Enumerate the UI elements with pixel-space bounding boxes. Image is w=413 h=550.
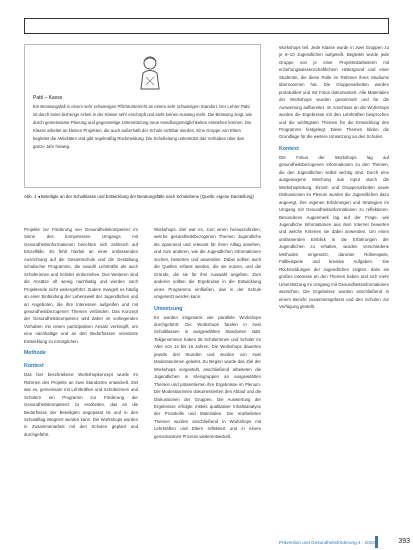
column-2 [154,226,261,440]
section-heading-methods: Methode [24,350,46,357]
figure-box [24,44,261,188]
figure-caption: Abb. 1 ◂ Beteiligte an der Schulklasse und Entwicklung der Beratungsfälle nach Schulebene (Quelle: eigene Darstellung) [24,194,254,199]
implementation-paragraph: Es wurden insgesamt vier parallele Workshops durchgeführt. Die Workshops fanden in zwei Schulklassen in ausgewählten Standorten statt. Teilgenommen haben 36 Schülerinnen und Schüler im Alter von 14 bis 16 Jahren. Die Workshops dauerten jeweils drei Stunden und wurden von zwei Moderatorinnen geleitet. Zu Beginn wurde das Ziel der Workshops vorgestellt, anschließend arbeiteten die Jugendlichen in Kleingruppen an ausgewählten Themen und präsentierten ihre Ergebnisse im Plenum. Die Moderatorinnen dokumentierten den Ablauf und die Diskussionen der Gruppen. Die Auswertung der Ergebnisse erfolgte mittels qualitativer Inhaltsanalyse der Protokolle und Materialien. Die erarbeiteten Themen wurden anschließend in Workshops mit Lehrkräften und Eltern reflektiert und in einem gemeinsamen Prozess weiterentwickelt. [154,314,261,439]
focus-paragraph: Der Fokus der Workshops lag auf gesundheitsbezogenen Informationen zu den Themen, die den Jugendlichen selbst wichtig sind. Durch eine ausgewogene Mischung aus Input durch die Workshopleitung, Einzel- und Gruppenarbeiten sowie Diskussionen im Plenum wurden die Jugendlichen dazu angeregt, ihre eigenen Erfahrungen und Strategien im Umgang mit Gesundheitsinformationen zu reflektieren. Besonderes Augenmerk lag auf der Frage, wie Jugendliche Informationen aus dem Internet bewerten und welche Kriterien sie dabei anwenden. Um einen umfassenden Einblick in die Erfahrungen der Jugendlichen zu erhalten, wurden verschiedene Methoden eingesetzt, darunter Rollenspiele, Fallbeispiele und kreative Aufgaben. Die Rückmeldungen der Jugendlichen zeigten, dass sie großes Interesse an den Themen haben und sich mehr Unterstützung im Umgang mit Gesundheitsinformationen wünschen. Die Ergebnisse wurden anschließend in einem Bericht zusammengefasst und den Schulen zur Verfügung gestellt. [279,154,389,309]
person-illustration-icon [137,55,163,91]
header-box [24,18,389,34]
journal-name: Prävention und Gesundheitsförderung 4 · 2020 [279,540,375,545]
workshop-paragraph: Workshops. Ziel war es, zum einen herauszufinden, welche gesundheitsbezogenen Themen Jugendliche als spannend und relevant für ihren Alltag ansehen, und zum anderen, wie die Jugendlichen Informationen suchen, bewerten und anwenden. Dabei sollten auch die Quellen erfasst werden, die sie nutzen, und die Gründe, die sie für ihre Auswahl angeben. Zum anderen sollten die Ergebnisse in die Entwicklung eines Programms einfließen, das in der Schule umgesetzt werden kann. [154,227,261,300]
figure-body-text: Ein Beratungsfall in einem sehr schwierigen Pflichtunterricht an einem sehr schwierigen Standort. Der Lehrer Patti ist durch seine bisherige Arbeit in der Klasse sehr erschöpft und sieht keinen Ausweg mehr. Die Beratung zeigt, wie durch gemeinsame Planung und gegenseitige Unterstützung neue Handlungsmöglichkeiten entstehen können. Die Klasse arbeitet an kleinen Projekten, die auch außerhalb der Schule sichtbar werden. Eine Gruppe von Eltern begleitet die Aktivitäten und gibt regelmäßig Rückmeldung. Die Schulleitung unterstützt das Vorhaben über das ganze Jahr hinweg. [33,104,253,150]
section-heading-context-2: Kontext [279,145,299,152]
context-paragraph: Das hier beschriebene Workshopkonzept wurde im Rahmen des Projekts an zwei Standorten entwickelt. Ziel war es, gemeinsam mit Lehrkräften und Schülerinnen und Schülern ein Programm zur Förderung der Gesundheitskompetenz zu erarbeiten, das an die Bedürfnisse der Beteiligten angepasst ist und in den Schulalltag integriert werden kann. Die Workshops wurden in Zusammenarbeit mit den Schulen geplant und durchgeführt. [24,372,138,437]
workshop-continuation-paragraph: Workshops teil. Jede Klasse wurde in zwei Gruppen zu je 8–10 Jugendlichen aufgeteilt. Begleitet wurde jede Gruppe von je einer Projektmitarbeiterin mit erziehungswissenschaftlichem Hintergrund und einer Studentin, die diese Rolle im Rahmen ihres Studiums übernommen hat. Die Gruppenarbeiten wurden protokolliert und mit Fotos dokumentiert. Alle Materialien der Workshops wurden gesammelt und für die Auswertung aufbereitet. Im Anschluss an die Workshops wurden die Ergebnisse mit den Lehrkräften besprochen und die wichtigsten Themen für die Entwicklung des Programms festgelegt. Diese Themen bilden die Grundlage für die weitere Umsetzung an den Schulen. [279,45,389,140]
footer-divider [375,536,378,548]
figure-person-name: Patti – Kasse [33,95,63,101]
column-1 [24,226,138,438]
page-number: 393 [398,538,410,545]
column-3 [279,44,389,310]
intro-paragraph: Projekte zur Förderung von Gesundheitskompetenz im Sinne des kompetenten Umgangs mit Gesundheitsinformationen berichten sich zahlreich auf Einzelfälle. Es fehlt hierbei an einer umfassenden Ausrichtung auf die Gesamtschule und die Gestaltung schulischer Programme, die sowohl Lehrkräfte als auch Schülerinnen und Schüler einbeziehen. Des Weiteren sind die Ansätze oft wenig nachhaltig und werden nach Projektende nicht weitergeführt. Zudem mangelt es häufig an einer Einbindung der Lebenswelt der Jugendlichen und an Angeboten, die ihre Interessen aufgreifen und mit gesundheitsbezogenen Themen verbinden. Das Konzept der Gesundheitskompetenz wird daher im vorliegenden Vorhaben mit einem partizipativen Ansatz verknüpft, um eine nachhaltige und an den Bedürfnissen orientierte Entwicklung zu ermöglichen. [24,227,138,344]
section-heading-implementation: Umsetzung [154,305,183,312]
section-heading-context: Kontext [24,363,44,370]
